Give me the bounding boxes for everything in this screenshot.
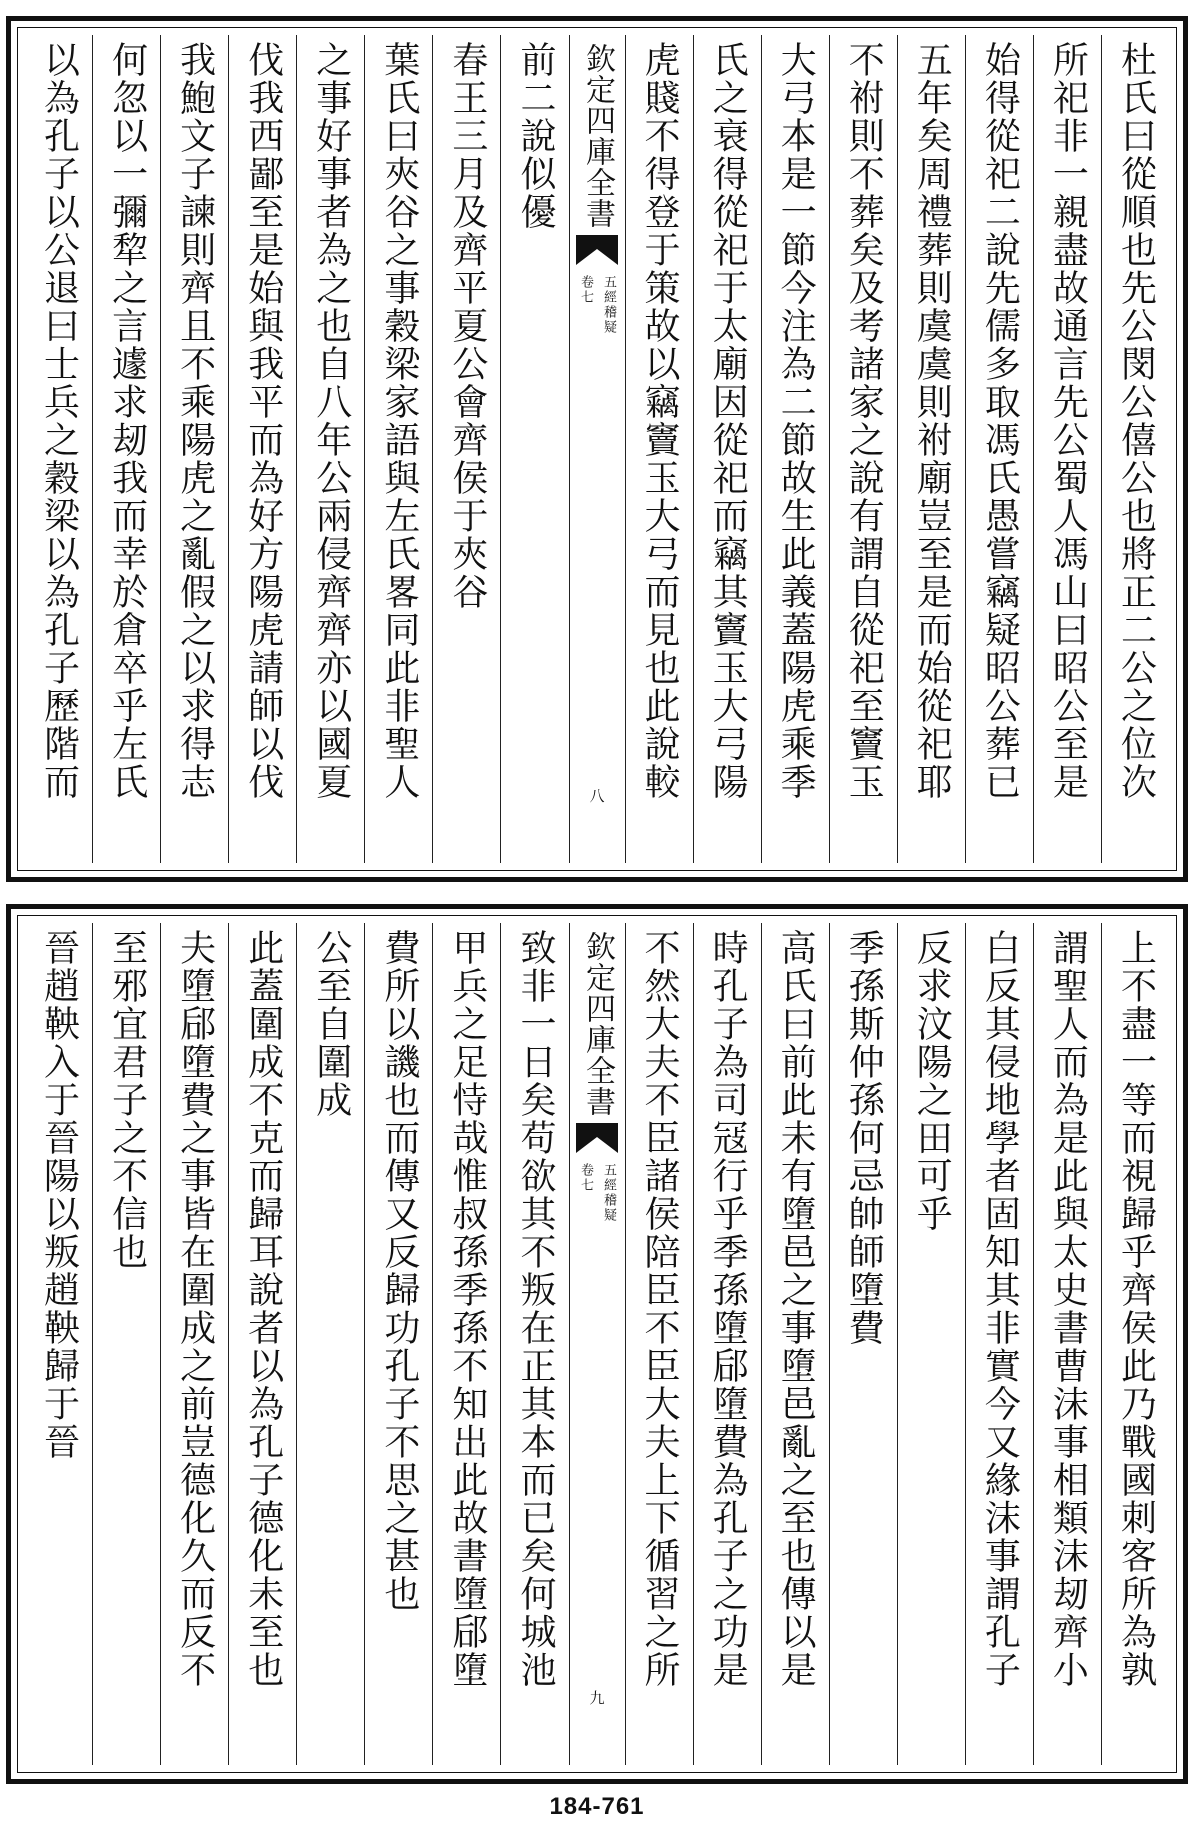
- text-column: 此蓋圍成不克而歸耳說者以為孔子德化未至也: [228, 923, 296, 1765]
- center-fold-column: [569, 35, 625, 863]
- text-column: 高氏曰前此未有墮邑之事墮邑亂之至也傳以是: [761, 923, 829, 1765]
- text-column: 我鮑文子諫則齊且不乘陽虎之亂假之以求得志: [160, 35, 228, 863]
- upper-page-columns: [25, 35, 1169, 863]
- center-fold-column: [569, 923, 625, 1765]
- text-column: 致非一日矣苟欲其不叛在正其本而已矣何城池: [500, 923, 568, 1765]
- text-column: 不然大夫不臣諸侯陪臣不臣大夫上下循習之所: [625, 923, 693, 1765]
- text-column: 伐我西鄙至是始與我平而為好方陽虎請師以伐: [228, 35, 296, 863]
- text-column: 五年矣周禮葬則虞虞則祔廟豈至是而始從祀耶: [897, 35, 965, 863]
- volume-number: 卷七: [578, 275, 593, 305]
- text-column: 不祔則不葬矣及考諸家之說有謂自從祀至竇玉: [829, 35, 897, 863]
- text-column: 謂聖人而為是此與太史書曹沫事相類沫刼齊小: [1033, 923, 1101, 1765]
- text-column: 時孔子為司冦行乎季孫墮郈墮費為孔子之功是: [693, 923, 761, 1765]
- book-title: [576, 275, 618, 335]
- page-number-footer: 184-761: [549, 1793, 645, 1820]
- series-title: 欽定四庫全書: [580, 931, 615, 1117]
- book-title-text: 五經稽疑: [601, 275, 616, 335]
- fishtail-mark-icon: [576, 235, 618, 265]
- lower-page-columns: [25, 923, 1169, 1765]
- text-column: 始得從祀二說先儒多取馮氏愚嘗竊疑昭公葬已: [965, 35, 1033, 863]
- text-column: 氏之衰得從祀于太廟因從祀而竊其竇玉大弓陽: [693, 35, 761, 863]
- volume-number: 卷七: [578, 1163, 593, 1193]
- text-column: 甲兵之足恃哉惟叔孫季孫不知出此故書墮郈墮: [432, 923, 500, 1765]
- series-title: 欽定四庫全書: [580, 43, 615, 229]
- text-column: 白反其侵地學者固知其非實今又緣沫事謂孔子: [965, 923, 1033, 1765]
- text-column: 虎賤不得登于策故以竊竇玉大弓而見也此說較: [625, 35, 693, 863]
- text-column: 以為孔子以公退曰士兵之穀梁以為孔子歷階而: [38, 41, 80, 801]
- text-column: 至邪宜君子之不信也: [92, 923, 160, 1765]
- text-column: 葉氏曰夾谷之事穀梁家語與左氏畧同此非聖人: [364, 35, 432, 863]
- fishtail-mark-icon: [576, 1123, 618, 1153]
- text-column: 反求汶陽之田可乎: [897, 923, 965, 1765]
- leaf-number: 八: [587, 788, 606, 803]
- text-column: 費所以譏也而傳又反歸功孔子不思之甚也: [364, 923, 432, 1765]
- text-column: 晉趙鞅入于晉陽以叛趙鞅歸于晉: [38, 929, 80, 1461]
- book-title: [576, 1163, 618, 1223]
- text-column: 公至自圍成: [296, 923, 364, 1765]
- text-column: 之事好事者為之也自八年公兩侵齊齊亦以國夏: [296, 35, 364, 863]
- text-column: 春王三月及齊平夏公會齊侯于夾谷: [432, 35, 500, 863]
- text-column: 杜氏曰從順也先公閔公僖公也將正二公之位次: [1101, 35, 1169, 863]
- leaf-number: 九: [587, 1690, 606, 1705]
- text-column: 季孫斯仲孫何忌帥師墮費: [829, 923, 897, 1765]
- text-column: 夫墮郈墮費之事皆在圍成之前豈德化久而反不: [160, 923, 228, 1765]
- text-column: 何忽以一彌犂之言遽求刼我而幸於倉卒乎左氏: [92, 35, 160, 863]
- text-column: 上不盡一等而視歸乎齊侯此乃戰國刺客所為孰: [1101, 923, 1169, 1765]
- text-column: 大弓本是一節今注為二節故生此義蓋陽虎乘季: [761, 35, 829, 863]
- lower-page: [6, 904, 1188, 1784]
- book-title-text: 五經稽疑: [601, 1163, 616, 1223]
- text-column: 前二說似優: [500, 35, 568, 863]
- upper-page: [6, 16, 1188, 882]
- text-column: 所祀非一親盡故通言先公蜀人馮山曰昭公至是: [1033, 35, 1101, 863]
